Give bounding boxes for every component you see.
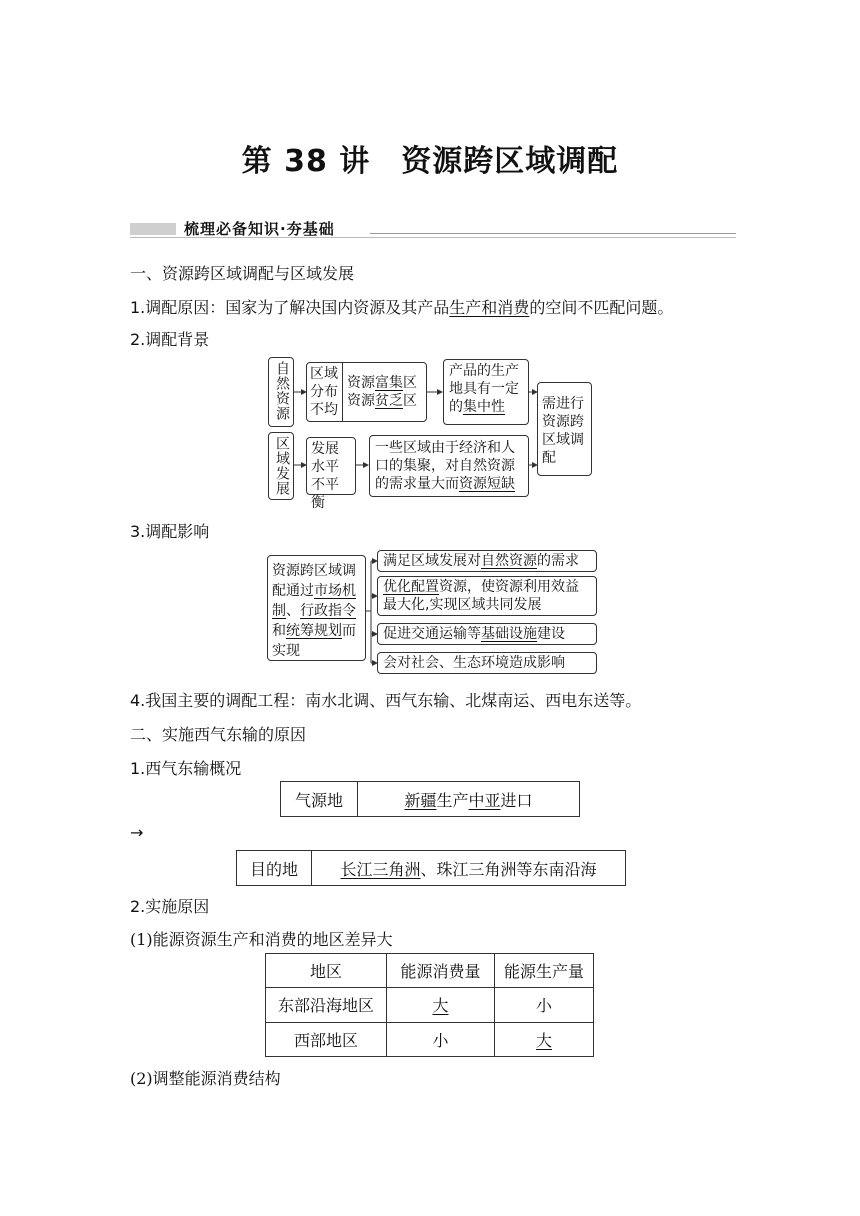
background-diagram — [260, 355, 600, 511]
item4: 4.我国主要的调配工程：南水北调、西气东输、北煤南运、西电东送等。 — [130, 691, 642, 710]
destination-label: 目的地 — [237, 851, 312, 886]
cell: 大 — [495, 1022, 594, 1056]
box-impact-4: 会对社会、生态环境造成影响 — [377, 652, 597, 674]
part2-heading: 二、实施西气东输的原因 — [130, 725, 307, 744]
table-row — [266, 1022, 594, 1056]
box-need-allocation: 需进行资源跨区域调配 — [537, 382, 592, 476]
divider — [370, 233, 736, 234]
impact-diagram — [265, 548, 605, 676]
cell: 小 — [387, 1022, 495, 1056]
source-value: 新疆生产中亚进口 — [358, 782, 580, 817]
header-region: 地区 — [266, 954, 387, 988]
item1 — [130, 295, 673, 318]
reason2: (2)调整能源消费结构 — [130, 1069, 281, 1088]
box-impact-3: 促进交通运输等基础设施建设 — [377, 623, 597, 645]
box-resource-shortage: 一些区域由于经济和人口的集聚，对自然资源的需求量大而资源短缺 — [369, 435, 529, 497]
box-rich-poor: 资源富集区 资源贫乏区 — [347, 375, 417, 409]
box-regional-development: 区域发展 — [268, 432, 294, 500]
item1-text-end: 的空间不匹配问题。 — [529, 298, 674, 317]
page-title: 第 38 讲 资源跨区域调配 — [241, 144, 619, 179]
header-consumption: 能源消费量 — [387, 954, 495, 988]
box-natural-resources: 自然资源 — [268, 357, 294, 427]
cell: 小 — [495, 988, 594, 1022]
item1-label: 1.调配原因： — [130, 298, 226, 317]
box-uneven: 区域分布不均 — [307, 363, 343, 421]
energy-table — [265, 953, 594, 1057]
item2-label: 2.调配背景 — [130, 330, 210, 349]
destination-table — [236, 850, 626, 886]
box-concentrated: 产品的生产地具有一定的集中性 — [443, 359, 529, 425]
item1-text: 国家为了解决国内资源及其产品 — [225, 298, 450, 317]
box-unbalanced-level: 发展水平不平衡 — [306, 437, 356, 495]
banner-decoration — [130, 223, 176, 235]
reason1: (1)能源资源生产和消费的地区差异大 — [130, 930, 393, 949]
table-row — [266, 988, 594, 1022]
cell: 西部地区 — [266, 1022, 387, 1056]
cell: 大 — [387, 988, 495, 1022]
destination-value: 长江三角洲、珠江三角洲等东南沿海 — [312, 851, 626, 886]
divider — [130, 237, 736, 238]
item1-underlined: 生产和消费 — [449, 298, 530, 317]
box-uneven-group — [306, 362, 427, 422]
table-header-row — [266, 954, 594, 988]
box-impact-2: 优化配置资源，使资源利用效益最大化,实现区域共同发展 — [377, 576, 597, 616]
arrow: → — [130, 823, 144, 842]
p2-item1: 1.西气东输概况 — [130, 759, 242, 778]
box-impact-1: 满足区域发展对自然资源的需求 — [377, 550, 597, 572]
source-table — [280, 781, 580, 817]
item3-label: 3.调配影响 — [130, 522, 210, 541]
part1-heading: 一、资源跨区域调配与区域发展 — [130, 264, 355, 283]
source-label: 气源地 — [281, 782, 358, 817]
section-banner — [130, 220, 736, 238]
p2-item2: 2.实施原因 — [130, 897, 210, 916]
box-allocation-mechanism: 资源跨区域调配通过市场机制、行政指令和统筹规划而实现 — [267, 555, 366, 661]
cell: 东部沿海地区 — [266, 988, 387, 1022]
section-banner-label: 梳理必备知识·夯基础 — [184, 220, 335, 238]
header-production: 能源生产量 — [495, 954, 594, 988]
